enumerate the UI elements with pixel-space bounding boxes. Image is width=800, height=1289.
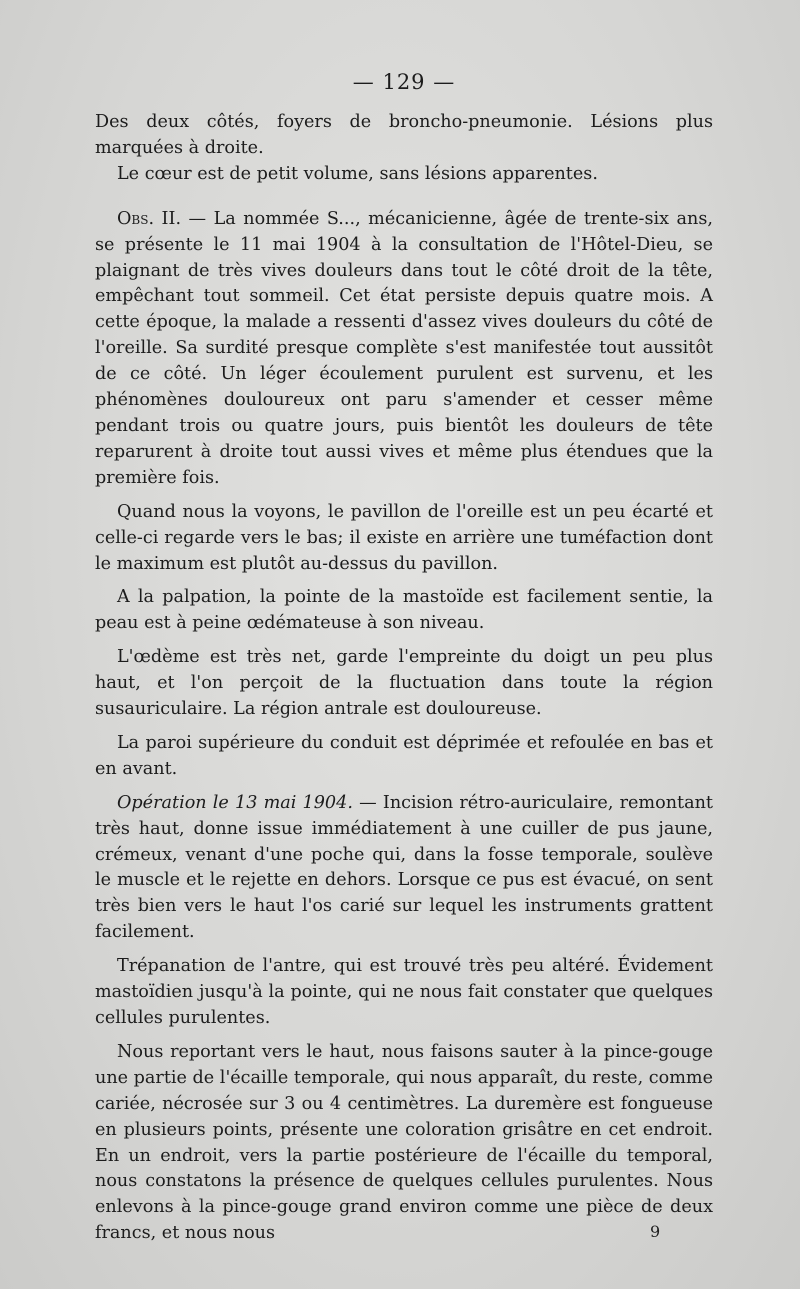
page-number-header: — 129 — [352, 70, 456, 94]
paragraph-operation [95, 791, 713, 946]
operation-text: — Incision rétro-auriculaire, remontant très haut, donne issue immédiatement à une cuiller de pus jaune, crémeux, venant d'une poche qui, dans la fosse temporale, soulève le muscle et le rejette en dehors. Lorsque ce pus est évacué, on sent très bien vers le haut l'os carié sur lequel les instruments grattent facilement. [95, 792, 713, 943]
paragraph-1: Des deux côtés, foyers de broncho-pneumonie. Lésions plus marquées à droite. [95, 112, 713, 158]
page-body [95, 70, 713, 1247]
paragraph-2: Le cœur est de petit volume, sans lésions apparentes. [117, 163, 598, 184]
paragraph-9: Trépanation de l'antre, qui est trouvé très peu altéré. Évidement mastoïdien jusqu'à la pointe, qui ne nous fait constater que quelques cellules purulentes. [95, 956, 713, 1028]
observation-text: — La nommée S..., mécanicienne, âgée de trente-six ans, se présente le 11 mai 1904 à la consultation de l'Hôtel-Dieu, se plaignant de très vives douleurs dans tout le côté droit de la tête, empêchant tout sommeil. Cet état persiste depuis quatre mois. A cette époque, la malade a ressenti d'assez vives douleurs du côté de l'oreille. Sa surdité presque complète s'est manifestée tout aussitôt de ce côté. Un léger écoulement purulent est survenu, et les phénomènes douloureux ont paru s'amender et cesser même pendant trois ou quatre jours, puis bientôt les douleurs de tête reparurent à droite tout aussi vives et même plus étendues que la première fois. [95, 208, 714, 488]
observation-label: Obs. II. [117, 208, 182, 229]
paragraph-5: A la palpation, la pointe de la mastoïde est facilement sentie, la peau est à peine œdémateuse à son niveau. [95, 587, 713, 634]
operation-label: Opération le 13 mai 1904. [117, 792, 353, 813]
paragraph-10: Nous reportant vers le haut, nous faisons sauter à la pince-gouge une partie de l'écaille temporale, qui nous apparaît, du reste, comme cariée, nécrosée sur 3 ou 4 centimètres. La duremère est fongueuse en plusieurs points, présente une coloration grisâtre en cet endroit. En un endroit, vers la partie postérieure de l'écaille du temporal, nous constatons la présence de quelques cellules purulentes. Nous enlevons à la pince-gouge grand environ comme une pièce de deux francs, et nous nous [95, 1041, 713, 1244]
paragraph-obs-ii [95, 207, 713, 492]
paragraph-6: L'œdème est très net, garde l'empreinte du doigt un peu plus haut, et l'on perçoit de la fluctuation dans toute la région susauriculaire. La région antrale est douloureuse. [95, 647, 713, 720]
paragraph-7: La paroi supérieure du conduit est déprimée et refoulée en bas et en avant. [95, 732, 713, 779]
paragraph-4: Quand nous la voyons, le pavillon de l'oreille est un peu écarté et celle-ci regarde vers le bas; il existe en arrière une tuméfaction dont le maximum est plutôt au-dessus du pavillon. [95, 501, 713, 574]
signature-number: 9 [650, 1222, 661, 1241]
